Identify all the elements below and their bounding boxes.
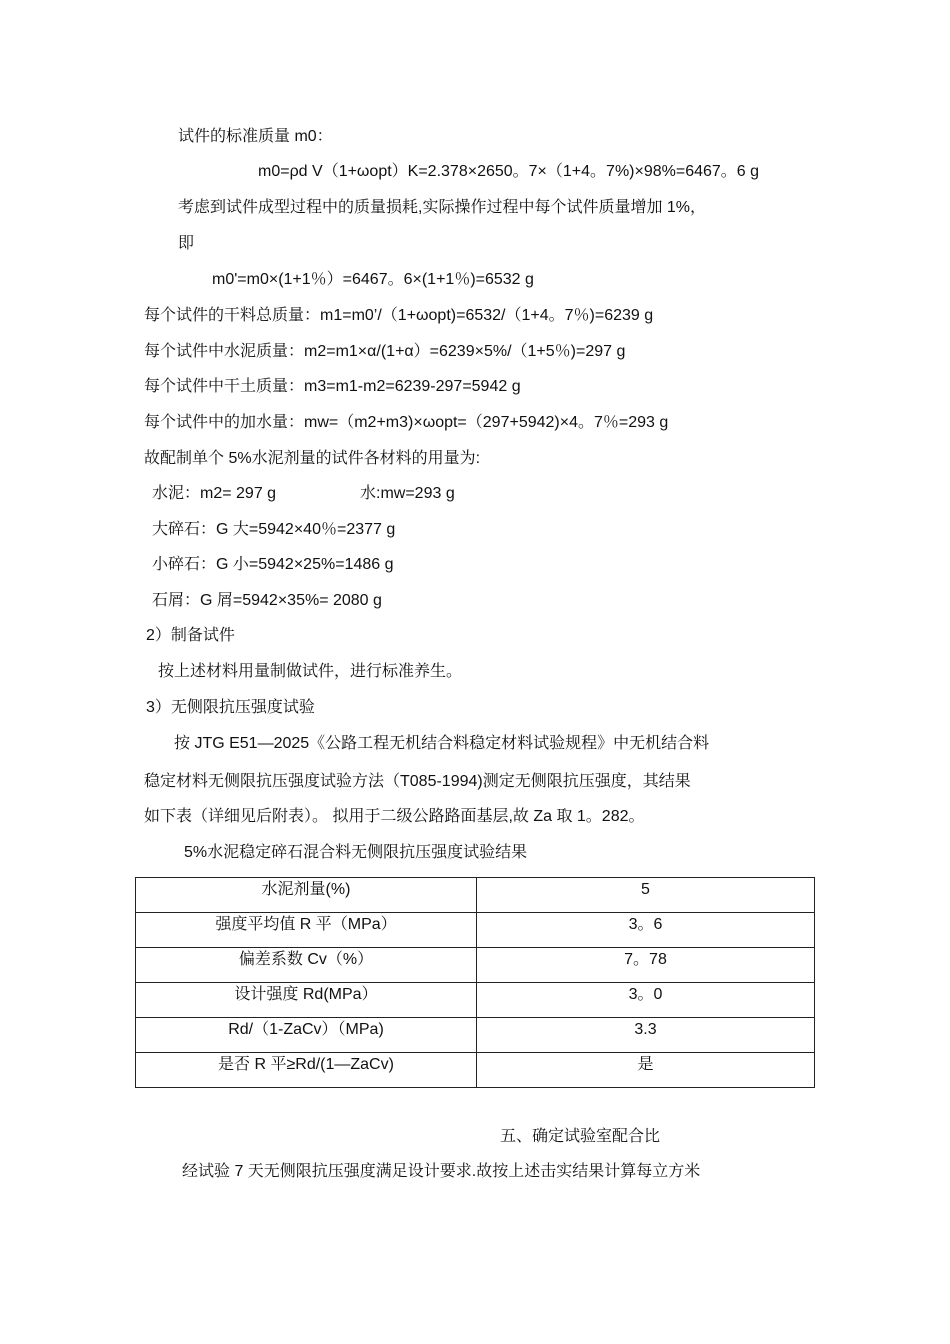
table-cell-label: 设计强度 Rd(MPa） bbox=[136, 983, 477, 1018]
table-row bbox=[136, 948, 815, 983]
paragraph-line-2: 稳定材料无侧限抗压强度试验方法（T085-1994)测定无侧限抗压强度，其结果 bbox=[144, 773, 691, 790]
table-title: 5%水泥稳定碎石混合料无侧限抗压强度试验结果 bbox=[184, 844, 528, 861]
table-cell-value: 7。78 bbox=[477, 948, 815, 983]
section-heading-lab-mix: 五、确定试验室配合比 bbox=[500, 1128, 661, 1145]
formula-m2: 每个试件中水泥质量：m2=m1×α/(1+α）=6239×5%/（1+5％)=297 g bbox=[144, 343, 626, 360]
subheading-compressive-test: 3）无侧限抗压强度试验 bbox=[146, 699, 315, 716]
text-line-standard-curing: 按上述材料用量制做试件，进行标准养生。 bbox=[158, 663, 463, 680]
formula-m1: 每个试件的干料总质量：m1=m0’/（1+ωopt)=6532/（1+4。7％)=6239 g bbox=[144, 307, 654, 324]
text-cement-amount: 水泥：m2= 297 g bbox=[152, 485, 277, 502]
strength-results-table bbox=[135, 877, 815, 1088]
table-cell-label: Rd/（1-ZaCv）（MPa) bbox=[136, 1018, 477, 1053]
paragraph-line-1: 按 JTG E51—2025《公路工程无机结合料稳定材料试验规程》中无机结合料 bbox=[174, 735, 710, 752]
table-row bbox=[136, 913, 815, 948]
table-cell-value: 3.3 bbox=[477, 1018, 815, 1053]
table-cell-label: 强度平均值 R 平（MPa） bbox=[136, 913, 477, 948]
formula-m0: m0=ρd V（1+ωopt）K=2.378×2650。7×（1+4。7%)×98%=6467。6 g bbox=[258, 163, 760, 180]
table-row bbox=[136, 878, 815, 913]
table-cell-value: 是 bbox=[477, 1053, 815, 1088]
text-stone-chips: 石屑：G 屑=5942×35%= 2080 g bbox=[152, 592, 382, 609]
text-line-standard-mass-heading: 试件的标准质量 m0： bbox=[178, 128, 333, 145]
table-row bbox=[136, 1053, 815, 1088]
text-water-amount: 水:mw=293 g bbox=[360, 485, 455, 502]
table-row bbox=[136, 983, 815, 1018]
text-line-ie: 即 bbox=[178, 235, 195, 252]
table-cell-label: 水泥剂量(%) bbox=[136, 878, 477, 913]
text-line-mass-loss: 考虑到试件成型过程中的质量损耗,实际操作过程中每个试件质量增加 1%， bbox=[178, 199, 707, 216]
text-large-gravel: 大碎石：G 大=5942×40％=2377 g bbox=[152, 521, 396, 538]
formula-m0-prime: m0'=m0×(1+1％）=6467。6×(1+1％)=6532 g bbox=[212, 271, 534, 288]
subheading-prepare-specimen: 2）制备试件 bbox=[146, 627, 235, 644]
table-cell-value: 3。6 bbox=[477, 913, 815, 948]
table-cell-value: 3。0 bbox=[477, 983, 815, 1018]
text-line-material-usage: 故配制单个 5%水泥剂量的试件各材料的用量为: bbox=[144, 450, 481, 467]
text-small-gravel: 小碎石：G 小=5942×25%=1486 g bbox=[152, 556, 394, 573]
table-cell-label: 是否 R 平≥Rd/(1—ZaCv) bbox=[136, 1053, 477, 1088]
table-row bbox=[136, 1018, 815, 1053]
table-cell-value: 5 bbox=[477, 878, 815, 913]
formula-mw: 每个试件中的加水量：mw=（m2+m3)×ωopt=（297+5942)×4。7％=293 g bbox=[144, 414, 669, 431]
formula-m3: 每个试件中干土质量：m3=m1-m2=6239-297=5942 g bbox=[144, 378, 521, 395]
table-cell-label: 偏差系数 Cv（%） bbox=[136, 948, 477, 983]
paragraph-line-3: 如下表（详细见后附表）。 拟用于二级公路路面基层,故 Za 取 1。282。 bbox=[144, 808, 645, 825]
text-line-conclusion: 经试验 7 天无侧限抗压强度满足设计要求.故按上述击实结果计算每立方米 bbox=[182, 1163, 701, 1180]
